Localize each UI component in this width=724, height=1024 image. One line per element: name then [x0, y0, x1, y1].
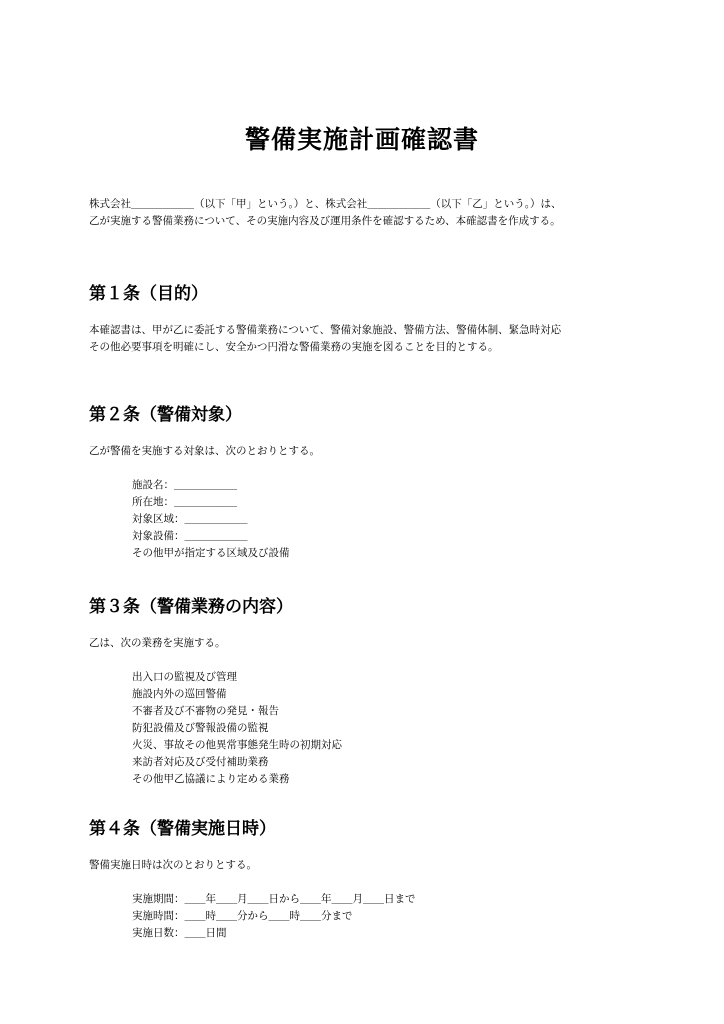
article-2: [89, 404, 649, 562]
list-item: その他甲乙協議により定める業務: [132, 773, 290, 785]
list-item: 防犯設備及び警報設備の監視: [132, 722, 269, 734]
list-item: その他甲が指定する区域及び設備: [132, 547, 290, 559]
list-item: 実施期間：＿＿年＿＿月＿＿日から＿＿年＿＿月＿＿日まで: [132, 893, 416, 905]
list-item: 対象設備：＿＿＿＿＿＿: [132, 530, 248, 542]
duty-list: [132, 669, 649, 788]
list-item: 出入口の監視及び管理: [132, 671, 237, 683]
list-item: 施設名：＿＿＿＿＿＿: [132, 479, 237, 491]
list-item: 対象区域：＿＿＿＿＿＿: [132, 513, 248, 525]
article-body-line: 乙は、次の業務を実施する。: [89, 637, 226, 649]
list-item: 火災、事故その他異常事態発生時の初期対応: [132, 739, 342, 751]
article-heading: 第２条（警備対象）: [89, 405, 242, 425]
intro-paragraph: [89, 196, 649, 230]
list-item: 不審者及び不審物の発見・報告: [132, 705, 279, 717]
article-4: [89, 818, 649, 942]
article-body-line: 乙が警備を実施する対象は、次のとおりとする。: [89, 445, 320, 457]
list-item: 実施時間：＿＿時＿＿分から＿＿時＿＿分まで: [132, 910, 353, 922]
intro-line: 株式会社＿＿＿＿＿＿（以下「甲」という。）と、株式会社＿＿＿＿＿＿（以下「乙」という。）は、: [89, 198, 562, 210]
article-body-line: その他必要事項を明確にし、安全かつ円滑な警備業務の実施を図ることを目的とする。: [89, 341, 499, 353]
schedule-list: [132, 891, 649, 942]
intro-line: 乙が実施する警備業務について、その実施内容及び運用条件を確認するため、本確認書を作成する。: [89, 215, 561, 227]
list-item: 施設内外の巡回警備: [132, 688, 227, 700]
list-item: 実施日数：＿＿日間: [132, 927, 227, 939]
article-3: [89, 596, 649, 788]
article-heading: 第１条（目的）: [89, 284, 208, 304]
list-item: 来訪者対応及び受付補助業務: [132, 756, 269, 768]
article-heading: 第４条（警備実施日時）: [89, 819, 276, 839]
list-item: 所在地：＿＿＿＿＿＿: [132, 496, 237, 508]
article-body-line: 警備実施日時は次のとおりとする。: [89, 859, 257, 871]
article-body-line: 本確認書は、甲が乙に委託する警備業務について、警備対象施設、警備方法、警備体制、緊急時対応: [89, 324, 562, 336]
document-title: 警備実施計画確認書: [244, 125, 479, 154]
article-1: [89, 283, 649, 356]
article-heading: 第３条（警備業務の内容）: [89, 597, 293, 617]
target-list: [132, 477, 649, 562]
